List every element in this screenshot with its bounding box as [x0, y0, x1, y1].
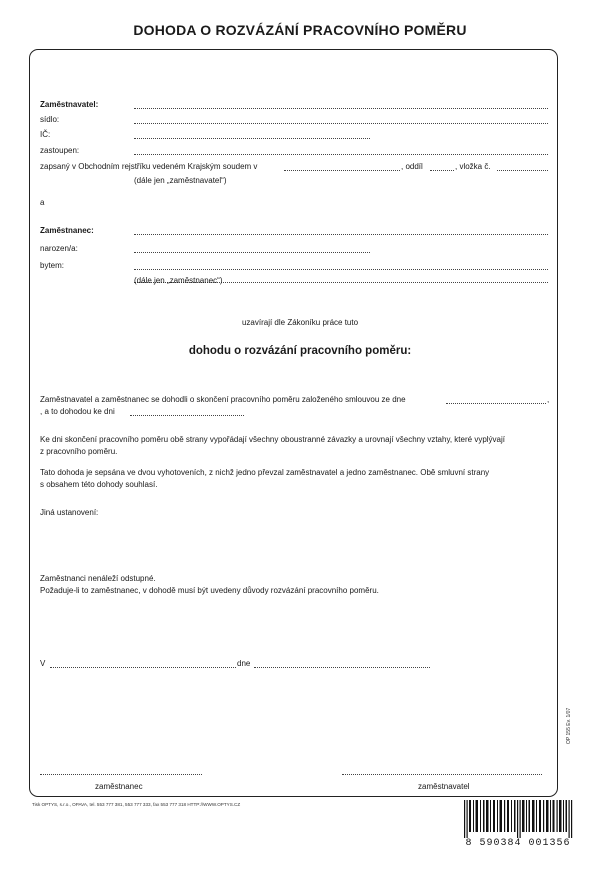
agreement-heading: dohodu o rozvázání pracovního poměru:	[188, 345, 412, 357]
and-word: a	[40, 198, 45, 207]
p1-line1: Zaměstnavatel a zaměstnanec se dohodli o skončení pracovního poměru založeného smlouvou ze dne	[40, 395, 406, 404]
contract-date-field[interactable]	[446, 403, 546, 404]
severance-line2: Požaduje-li to zaměstnanec, v dohodě musí být uvedeny důvody rozvázání pracovního poměru.	[40, 586, 379, 595]
employer-alias: (dále jen „zaměstnavatel“)	[134, 176, 227, 185]
register-insert-field[interactable]	[497, 170, 548, 171]
employee-signature-label: zaměstnanec	[95, 782, 143, 791]
employee-born-field[interactable]	[134, 252, 370, 253]
termination-date-field[interactable]	[130, 415, 244, 416]
employee-signature-line[interactable]	[40, 774, 202, 775]
employer-signature-line[interactable]	[342, 774, 542, 775]
employee-label: Zaměstnanec:	[40, 226, 94, 235]
date-label: dne	[237, 659, 251, 668]
employer-seat-field[interactable]	[134, 123, 548, 124]
place-label: V	[40, 659, 46, 668]
printer-footer: Tisk OPTYS, s.r.o., OPAVA, tel. 553 777 381, 553 777 333, fax 553 777 318 HTTP://WWW.OPTYS.CZ	[32, 802, 241, 807]
employer-seat-label: sídlo:	[40, 115, 60, 124]
employer-name-field[interactable]	[134, 108, 548, 109]
employer-represented-field[interactable]	[134, 154, 548, 155]
other-provisions-label: Jiná ustanovení:	[40, 508, 99, 517]
barcode-icon	[462, 800, 574, 838]
employer-ico-label: IČ:	[40, 130, 51, 139]
document-title: DOHODA O ROZVÁZÁNÍ PRACOVNÍHO POMĚRU	[133, 22, 467, 38]
p3-line2: s obsahem této dohody souhlasí.	[40, 480, 158, 489]
employer-signature-label: zaměstnavatel	[418, 782, 470, 791]
p3-line1: Tato dohoda je sepsána ve dvou vyhotoveních, z nichž jedno převzal zaměstnavatel a jedno zaměstnanec. Obě smluvní strany	[40, 468, 490, 477]
employee-address-field-1[interactable]	[134, 269, 548, 270]
place-field[interactable]	[50, 667, 236, 668]
employer-label: Zaměstnavatel:	[40, 100, 99, 109]
date-field[interactable]	[254, 667, 430, 668]
register-section-field[interactable]	[430, 170, 454, 171]
intro-text: uzavírají dle Zákoníku práce tuto	[241, 318, 359, 327]
register-section-label: , oddíl	[401, 162, 423, 171]
p1-line2: , a to dohodou ke dni	[40, 407, 115, 416]
employee-name-field[interactable]	[134, 234, 548, 235]
barcode-number: 8 590384 001356	[465, 838, 571, 849]
form-code: OP 155 Ev. 1/07	[566, 707, 572, 744]
employee-address-label: bytem:	[40, 261, 65, 270]
p2-line1: Ke dni skončení pracovního poměru obě strany vypořádají všechny oboustranné závazky a urovnají všechny vztahy, které vyplývají	[40, 435, 505, 444]
employee-alias: (dále jen „zaměstnanec“)	[134, 276, 223, 285]
register-court-field[interactable]	[284, 170, 400, 171]
employer-ico-field[interactable]	[134, 138, 370, 139]
employer-represented-label: zastoupen:	[40, 146, 80, 155]
register-text: zapsaný v Obchodním rejstříku vedeném Krajským soudem v	[40, 162, 258, 171]
severance-line1: Zaměstnanci nenáleží odstupné.	[40, 574, 156, 583]
employee-born-label: narozen/a:	[40, 244, 78, 253]
p2-line2: z pracovního poměru.	[40, 447, 118, 456]
comma: ,	[547, 395, 550, 404]
register-insert-label: , vložka č.	[455, 162, 491, 171]
